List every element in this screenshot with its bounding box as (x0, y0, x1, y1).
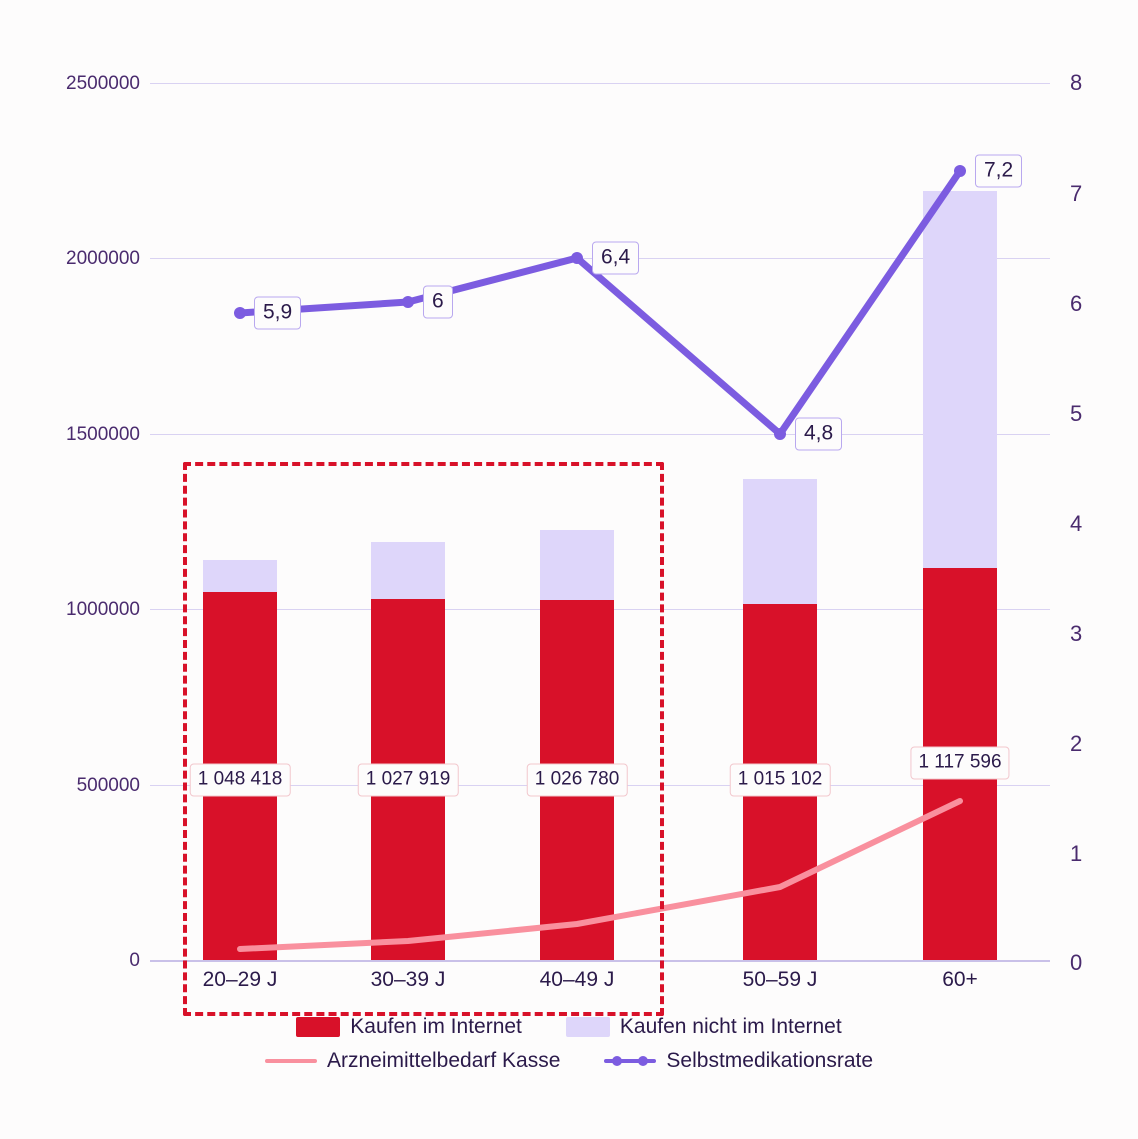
line-value-label: 5,9 (254, 297, 301, 330)
bar-value-label: 1 026 780 (527, 764, 628, 797)
legend-swatch-icon (296, 1017, 340, 1037)
line-value-label: 4,8 (795, 418, 842, 451)
bar-value-label: 1 027 919 (358, 764, 459, 797)
y-axis-label-right: 4 (1070, 511, 1083, 536)
bar-value-label: 1 048 418 (190, 764, 291, 797)
line-value-label: 6 (423, 286, 453, 319)
chart-legend (0, 1015, 1138, 1083)
y-axis-label-right: 3 (1070, 621, 1083, 646)
plot-area (150, 83, 1050, 960)
y-axis-label-right: 6 (1070, 291, 1083, 316)
legend-label: Kaufen im Internet (350, 1015, 522, 1038)
legend-item-kaufen-nicht-im-internet[interactable] (566, 1015, 842, 1039)
line-point (571, 252, 583, 264)
y-axis-label-left: 0 (129, 950, 140, 971)
legend-label: Kaufen nicht im Internet (619, 1015, 842, 1038)
y-axis-label-right: 5 (1070, 401, 1083, 426)
y-axis-label-right: 1 (1070, 841, 1083, 866)
legend-item-kaufen-im-internet[interactable] (296, 1015, 522, 1039)
y-axis-label-left: 1500000 (66, 424, 140, 445)
legend-label: Selbstmedikationsrate (666, 1049, 874, 1072)
legend-row-2 (0, 1049, 1138, 1073)
bar-value-label: 1 015 102 (730, 764, 831, 797)
legend-line-icon (265, 1056, 317, 1066)
x-axis-tick-60plus: 60+ (942, 968, 978, 991)
x-axis-tick-30-39: 30–39 J (370, 968, 446, 991)
y-axis-label-right: 2 (1070, 731, 1083, 756)
x-axis-tick-40-49: 40–49 J (539, 968, 615, 991)
legend-item-arzneimittelbedarf-kasse[interactable] (265, 1049, 560, 1073)
bar-value-label: 1 117 596 (910, 747, 1009, 780)
line-point (774, 428, 786, 440)
line-point (402, 296, 414, 308)
y-axis-label-right: 7 (1070, 181, 1083, 206)
legend-swatch-icon (566, 1017, 610, 1037)
line-selbstmedikationsrate (240, 171, 960, 434)
legend-item-selbstmedikationsrate[interactable] (604, 1049, 873, 1073)
legend-row-1 (0, 1015, 1138, 1039)
line-series-overlay (150, 83, 1050, 960)
y-axis-label-left: 500000 (76, 775, 140, 796)
x-axis-tick-20-29: 20–29 J (202, 968, 278, 991)
y-axis-label-left: 2500000 (66, 73, 140, 94)
line-arzneimittelbedarf (240, 801, 960, 949)
y-axis-label-right: 0 (1070, 950, 1083, 975)
line-value-label: 6,4 (592, 242, 639, 275)
legend-line-dot-icon (604, 1056, 656, 1066)
legend-label: Arzneimittelbedarf Kasse (326, 1049, 561, 1072)
x-axis-tick-50-59: 50–59 J (742, 968, 818, 991)
y-axis-label-right: 8 (1070, 70, 1083, 95)
line-point (954, 165, 966, 177)
line-point (234, 307, 246, 319)
y-axis-label-left: 1000000 (66, 599, 140, 620)
line-value-label: 7,2 (975, 155, 1022, 188)
y-axis-label-left: 2000000 (66, 248, 140, 269)
x-axis-line (150, 960, 1050, 962)
